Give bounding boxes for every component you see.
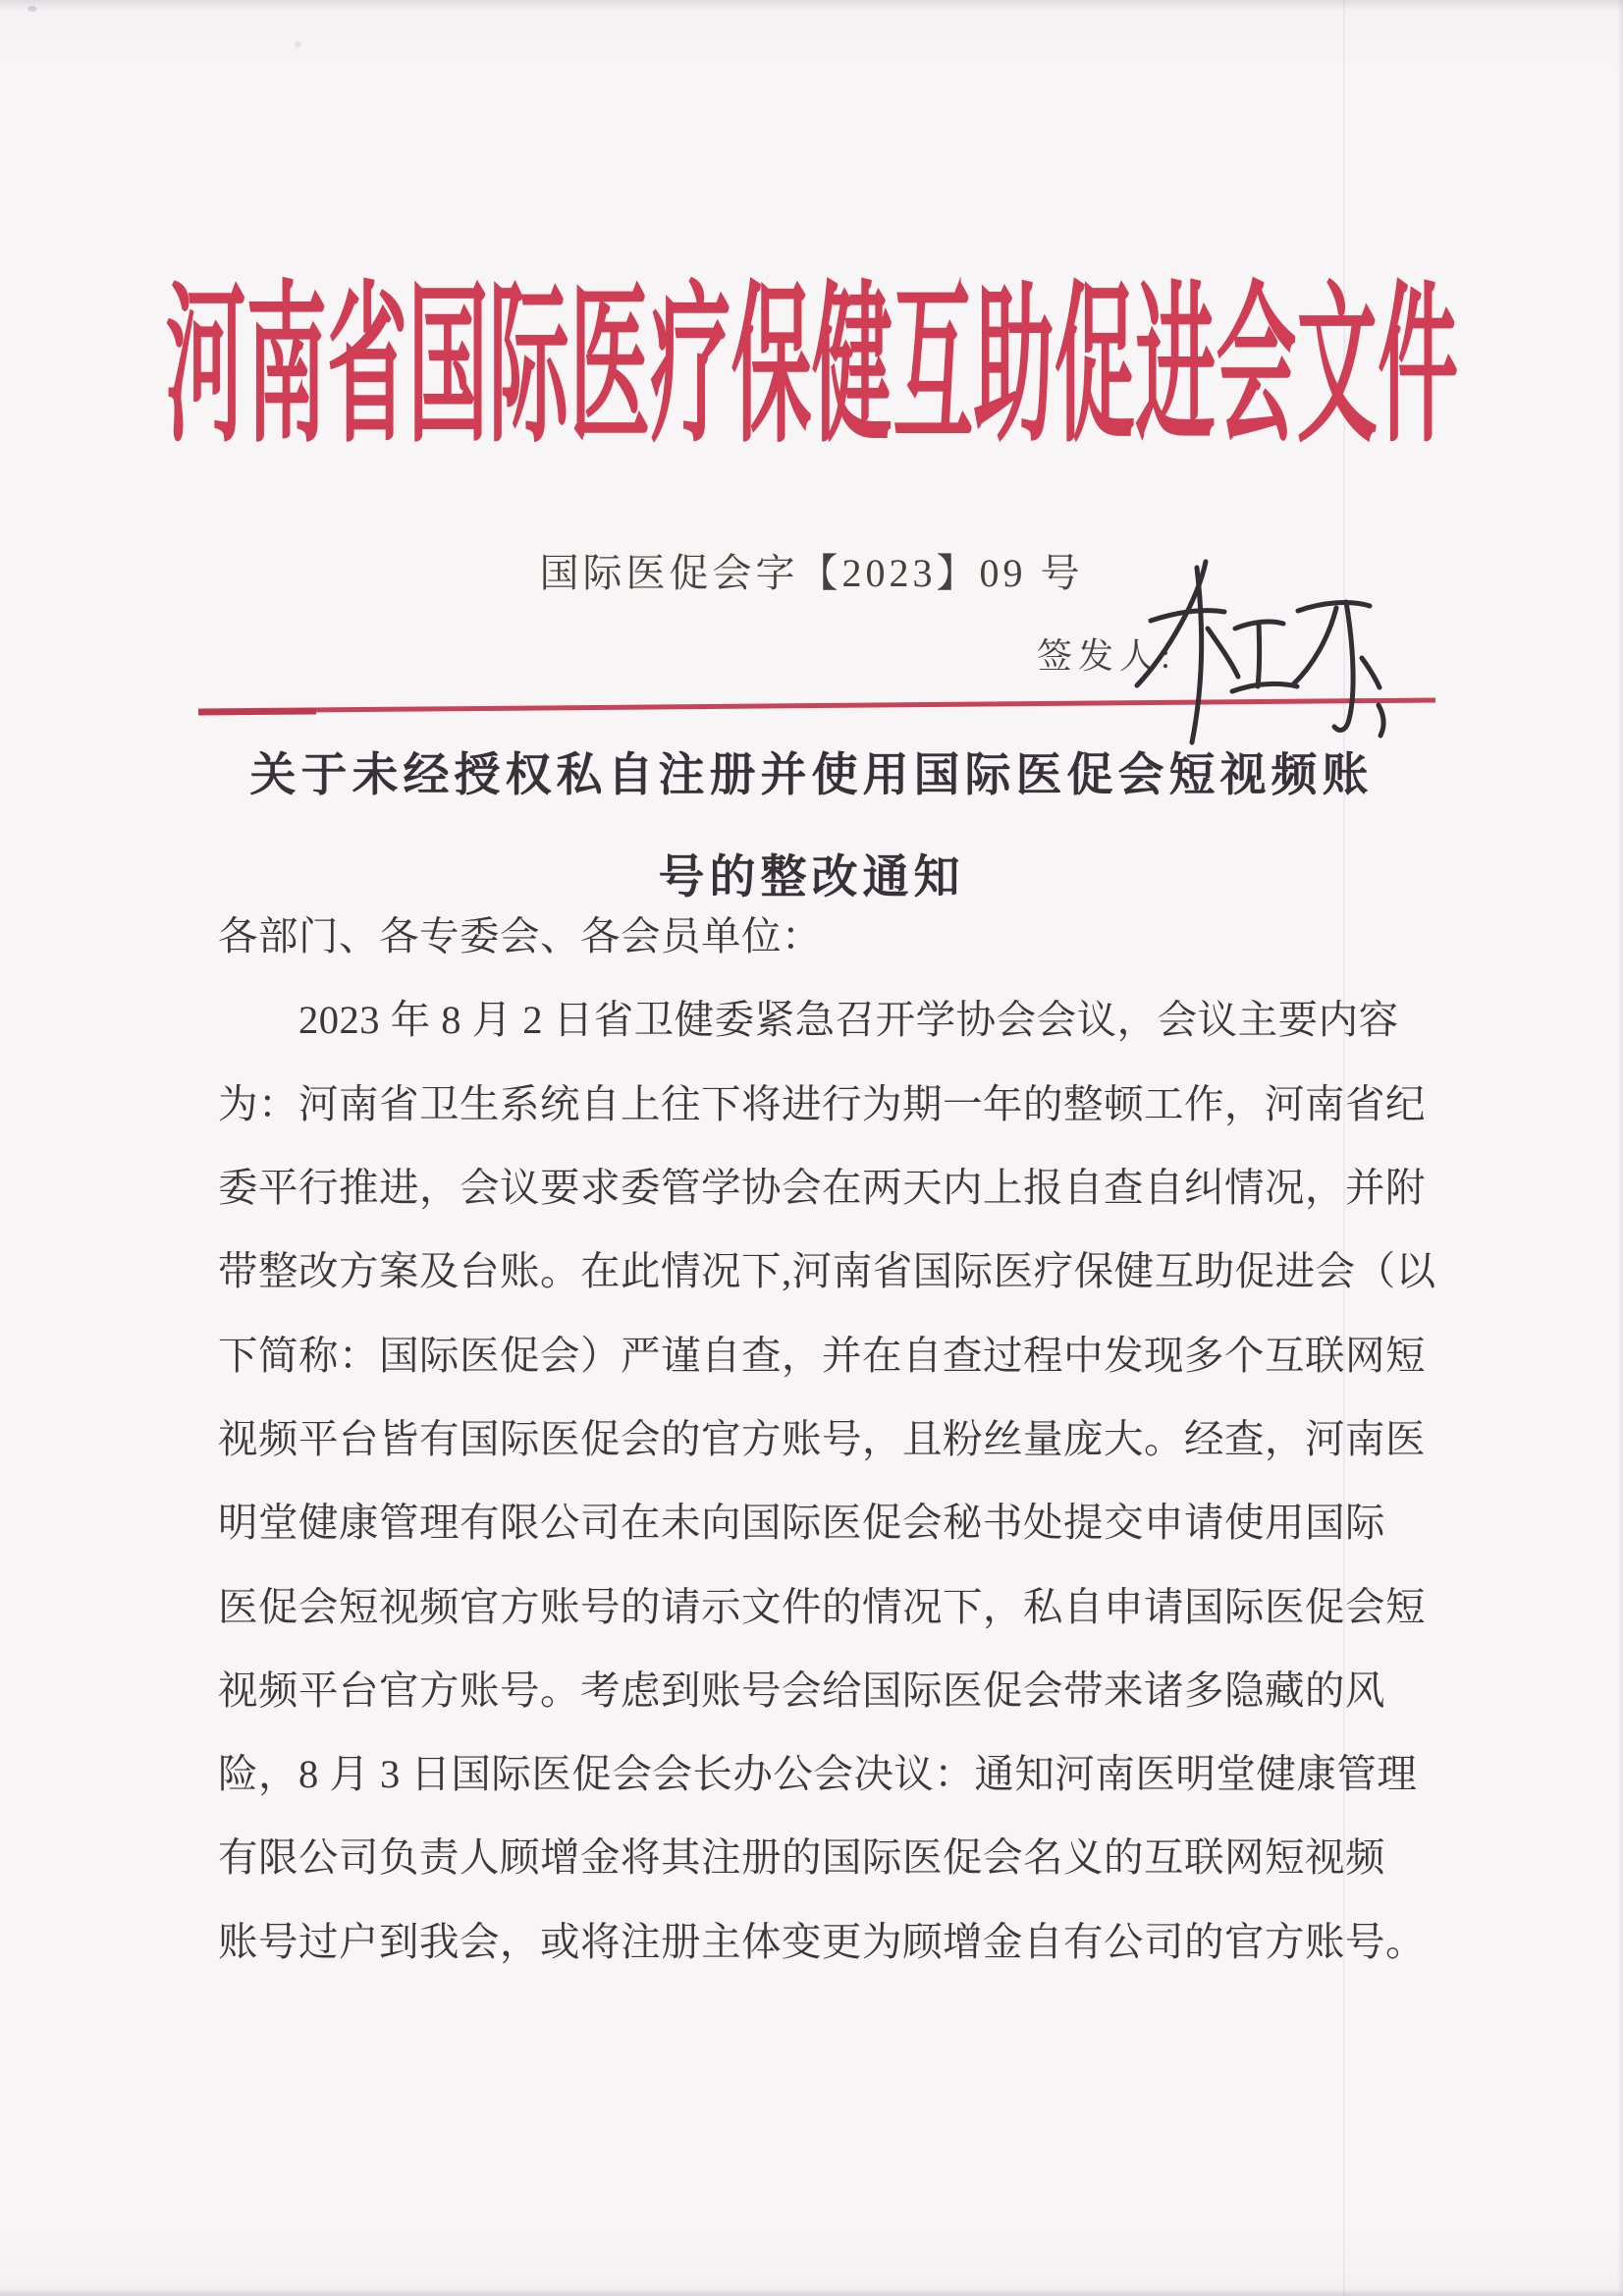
scan-speck: [295, 41, 301, 48]
body-line: 带整改方案及台账。在此情况下,河南省国际医疗保健互助促进会（以: [218, 1249, 1436, 1294]
scan-edge-right: [1617, 0, 1623, 2296]
issuer-label: 签发人:: [1037, 636, 1177, 676]
body-line: 下简称：国际医促会）严谨自查，并在自查过程中发现多个互联网短: [218, 1333, 1426, 1378]
scan-speck: [27, 6, 37, 12]
body-line: 有限公司负责人顾增金将其注册的国际医促会名义的互联网短视频: [218, 1835, 1385, 1881]
document-title-line2: 号的整改通知: [658, 850, 965, 904]
body-line: 委平行推进，会议要求委管学协会在两天内上报自查自纠情况，并附: [218, 1166, 1426, 1211]
body-line: 视频平台皆有国际医促会的官方账号，且粉丝量庞大。经查，河南医: [218, 1416, 1426, 1461]
body-line: 各部门、各专委会、各会员单位：: [218, 914, 822, 959]
document-title-line1: 关于未经授权私自注册并使用国际医促会短视频账: [249, 748, 1374, 802]
document-body: [218, 891, 1436, 1980]
body-line: 2023 年 8 月 2 日省卫健委紧急召开学协会会议，会议主要内容: [218, 998, 1399, 1043]
scan-edge-bottom: [0, 2288, 1623, 2296]
handwritten-signature: [1127, 558, 1394, 746]
body-line: 医促会短视频官方账号的请示文件的情况下，私自申请国际医促会短: [218, 1584, 1426, 1629]
document-number: 国际医促会字【2023】09 号: [539, 551, 1084, 595]
body-line: 为：河南省卫生系统自上往下将进行为期一年的整顿工作，河南省纪: [218, 1081, 1426, 1126]
body-line: 视频平台官方账号。考虑到账号会给国际医促会带来诸多隐藏的风: [218, 1667, 1385, 1713]
scan-edge-top: [0, 0, 1623, 10]
letterhead-title: 河南省国际医疗保健互助促进会文件: [165, 272, 1458, 464]
body-line: 险，8 月 3 日国际医促会会长办公会决议：通知河南医明堂健康管理: [218, 1752, 1418, 1797]
document-title: [0, 738, 1623, 906]
body-line: 明堂健康管理有限公司在未向国际医促会秘书处提交申请使用国际: [218, 1501, 1385, 1546]
body-line: 账号过户到我会，或将注册主体变更为顾增金自有公司的官方账号。: [218, 1919, 1426, 1964]
